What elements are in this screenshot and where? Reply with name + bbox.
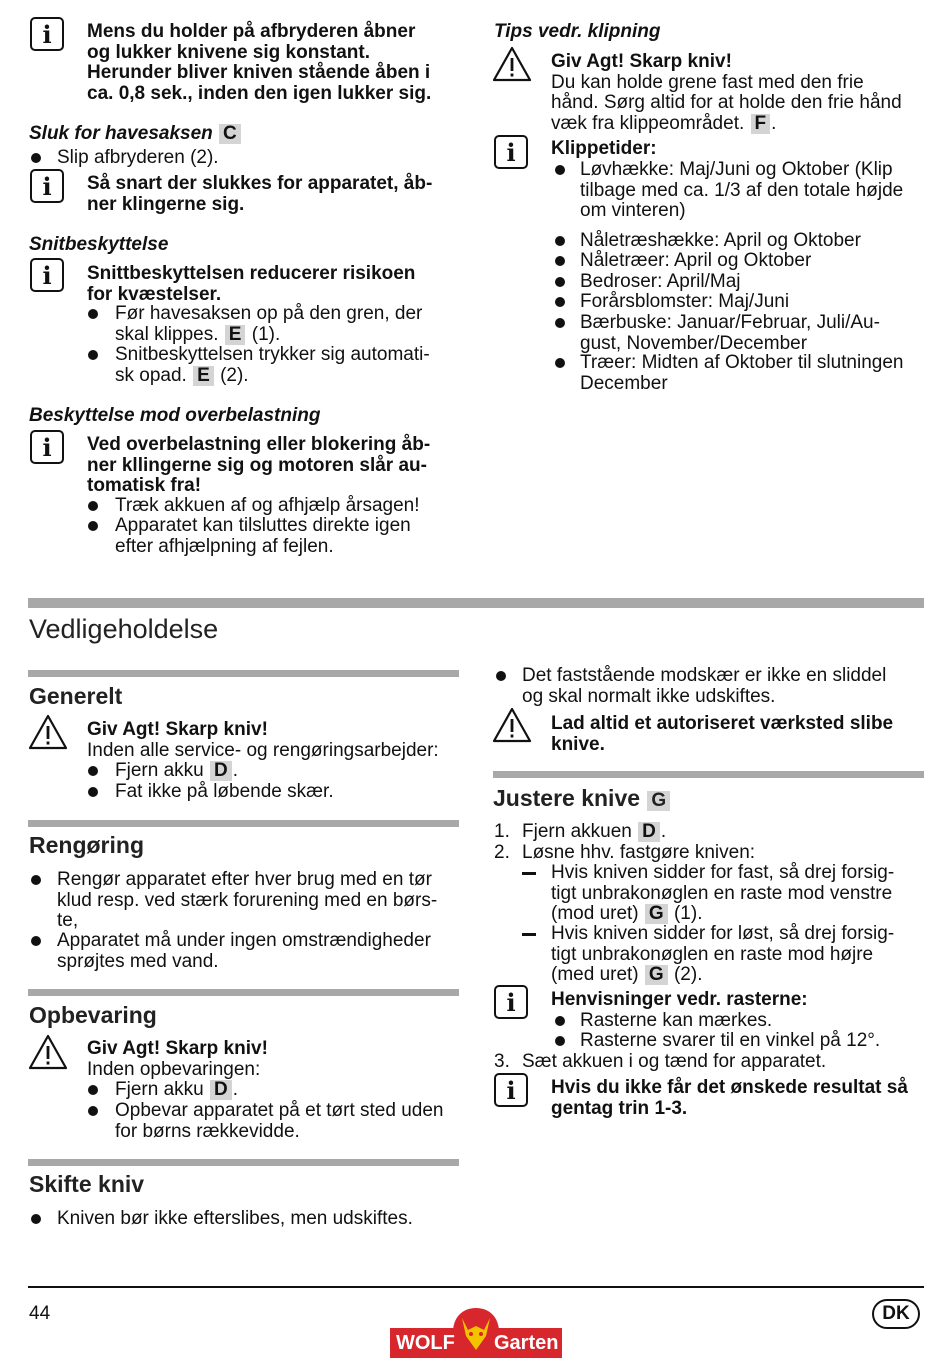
list-item: Rengør apparatet efter hver brug med en tør klud resp. ved stærk forurening med en børs- te, xyxy=(57,869,438,931)
list-item: Fat ikke på løbende skær. xyxy=(115,781,334,802)
info-icon: i xyxy=(30,430,64,464)
info-note: Hvis du ikke får det ønskede resultat så gentag trin 1-3. xyxy=(551,1077,908,1119)
bullet xyxy=(555,318,565,328)
divider xyxy=(28,820,459,827)
heading-justere: Justere knive G xyxy=(493,785,671,812)
bullet xyxy=(88,1106,98,1116)
bullet xyxy=(555,236,565,246)
list-item: Træer: Midten af Oktober til slutningen December xyxy=(580,352,904,394)
step: Sæt akkuen i og tænd for apparatet. xyxy=(522,1051,827,1072)
list-item: Nåletræshække: April og Oktober xyxy=(580,230,861,251)
list-item: Forårsblomster: Maj/Juni xyxy=(580,291,790,312)
bullet xyxy=(555,358,565,368)
info-icon: i xyxy=(494,985,528,1019)
heading-generelt: Generelt xyxy=(29,683,123,709)
info-icon: i xyxy=(30,169,64,203)
list-item: Nåletræer: April og Oktober xyxy=(580,250,812,271)
heading-rengoring: Rengøring xyxy=(29,832,144,858)
warning-text: Giv Agt! Skarp kniv! Inden opbevaringen: xyxy=(87,1038,268,1080)
info-note: Mens du holder på afbryderen åbner og lukker knivene sig konstant. Herunder bliver kniven stående åben i ca. 0,8 sek., inden den igen lukker sig. xyxy=(87,21,432,104)
divider xyxy=(28,670,459,677)
info-icon: i xyxy=(494,1073,528,1107)
bullet xyxy=(88,766,98,776)
step-number: 2. xyxy=(494,842,510,863)
sub-step: Hvis kniven sidder for fast, så drej forsig- tigt unbrakonøglen en raste mod venstre (mod uret) G (1). xyxy=(551,862,895,924)
heading-opbevaring: Opbevaring xyxy=(29,1002,157,1028)
info-note: Så snart der slukkes for apparatet, åb- ner klingerne sig. xyxy=(87,173,433,215)
list-item: Slip afbryderen (2). xyxy=(57,147,219,168)
list-item: Apparatet må under ingen omstrændigheder sprøjtes med vand. xyxy=(57,930,431,972)
warning-text: Giv Agt! Skarp kniv! Inden alle service- og rengøringsarbejder: xyxy=(87,719,439,761)
list-item: Fjern akku D . xyxy=(115,760,238,781)
footer-rule xyxy=(28,1286,924,1288)
list-item: Opbevar apparatet på et tørt sted uden for børns rækkevidde. xyxy=(115,1100,444,1142)
info-icon: i xyxy=(30,258,64,292)
bullet xyxy=(31,875,41,885)
step: Fjern akkuen D . xyxy=(522,821,667,842)
subheading-snit: Snitbeskyttelse xyxy=(29,234,169,255)
heading-skifte: Skifte kniv xyxy=(29,1171,145,1197)
bullet xyxy=(555,277,565,287)
step-number: 1. xyxy=(494,821,510,842)
dash-marker xyxy=(522,872,536,875)
list-item: Før havesaksen op på den gren, der skal klippes. E (1). xyxy=(115,303,423,345)
bullet xyxy=(555,1016,565,1026)
info-title: Klippetider: xyxy=(551,138,657,159)
bullet xyxy=(88,521,98,531)
info-title: Henvisninger vedr. rasterne: xyxy=(551,989,808,1010)
bullet xyxy=(555,256,565,266)
divider xyxy=(28,1159,459,1166)
list-item: Fjern akku D . xyxy=(115,1079,238,1100)
info-note: Ved overbelastning eller blokering åb- ner kllingerne sig og motoren slår au- tomatisk fra! xyxy=(87,434,431,496)
section-rule xyxy=(28,598,924,608)
sub-step: Hvis kniven sidder for løst, så drej forsig- tigt unbrakonøglen en raste mod højre (med uret) G (2). xyxy=(551,923,895,985)
bullet xyxy=(88,309,98,319)
list-item: Rasterne kan mærkes. xyxy=(580,1010,773,1031)
page-number: 44 xyxy=(29,1303,51,1324)
warning-icon xyxy=(28,1034,68,1070)
list-item: Apparatet kan tilsluttes direkte igen efter afhjælpning af fejlen. xyxy=(115,515,411,557)
bullet xyxy=(555,1036,565,1046)
divider xyxy=(28,989,459,996)
warning-text: Giv Agt! Skarp kniv! Du kan holde grene fast med den frie hånd. Sørg altid for at holde den frie hånd væk fra klippeområdet. F . xyxy=(551,51,902,134)
bullet xyxy=(31,1214,41,1224)
bullet xyxy=(555,165,565,175)
subheading-sluk: Sluk for havesaksen C xyxy=(29,123,242,145)
list-item: Løvhække: Maj/Juni og Oktober (Klip tilbage med ca. 1/3 af den totale højde om vinteren) xyxy=(580,159,904,221)
list-item: Kniven bør ikke efterslibes, men udskiftes. xyxy=(57,1208,413,1229)
bullet xyxy=(31,936,41,946)
bullet xyxy=(555,297,565,307)
step-number: 3. xyxy=(494,1051,510,1072)
bullet xyxy=(88,787,98,797)
list-item: Bedroser: April/Maj xyxy=(580,271,741,292)
warning-icon xyxy=(28,714,68,750)
dash-marker xyxy=(522,933,536,936)
subheading-overload: Beskyttelse mod overbelastning xyxy=(29,405,321,426)
logo-text-wolf: WOLF xyxy=(396,1332,455,1354)
list-item: Bærbuske: Januar/Februar, Juli/Au- gust, November/December xyxy=(580,312,880,354)
list-item: Det faststående modskær er ikke en sliddel og skal normalt ikke udskiftes. xyxy=(522,665,887,707)
info-icon: i xyxy=(494,135,528,169)
info-icon: i xyxy=(30,17,64,51)
bullet xyxy=(88,350,98,360)
warning-icon xyxy=(492,46,532,82)
list-item: Træk akkuen af og afhjælp årsagen! xyxy=(115,495,420,516)
language-badge: DK xyxy=(872,1299,920,1329)
bullet xyxy=(88,501,98,511)
warning-icon xyxy=(492,707,532,743)
wolf-garten-logo xyxy=(390,1306,562,1358)
list-item: Snitbeskyttelsen trykker sig automati- sk opad. E (2). xyxy=(115,344,430,386)
divider xyxy=(493,771,924,778)
subheading-tips: Tips vedr. klipning xyxy=(494,21,661,42)
logo-text-garten: Garten xyxy=(494,1332,559,1354)
section-title: Vedligeholdelse xyxy=(29,614,219,644)
bullet xyxy=(31,153,41,163)
step: Løsne hhv. fastgøre kniven: xyxy=(522,842,756,863)
bullet xyxy=(496,671,506,681)
bullet xyxy=(88,1085,98,1095)
info-note: Snittbeskyttelsen reducerer risikoen for kvæstelser. xyxy=(87,263,416,305)
warning-text: Lad altid et autoriseret værksted slibe knive. xyxy=(551,713,894,755)
list-item: Rasterne svarer til en vinkel på 12°. xyxy=(580,1030,881,1051)
